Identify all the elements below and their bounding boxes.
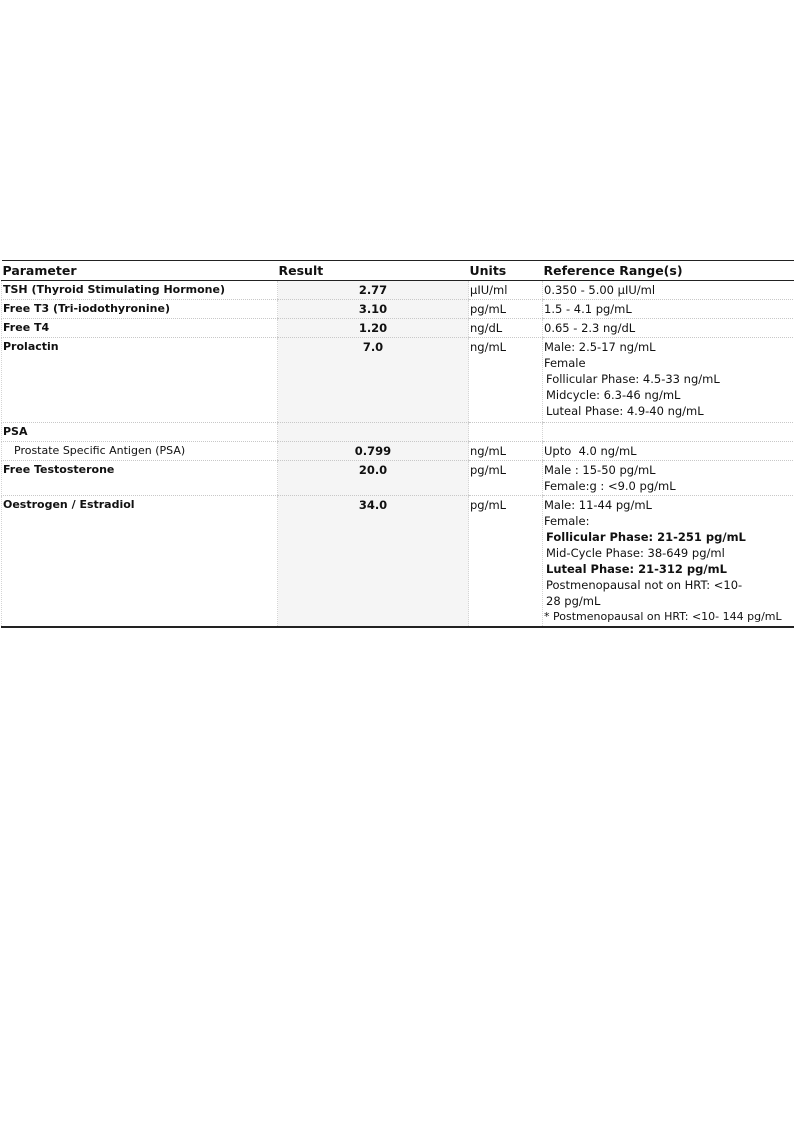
section-heading: PSA — [2, 423, 278, 442]
range-line: Luteal Phase: 21-312 pg/mL — [546, 562, 727, 576]
header-units: Units — [469, 261, 543, 281]
range-line: Male: 11-44 pg/mL — [544, 498, 652, 512]
row-oestrogen — [2, 496, 794, 628]
row-psa-section — [2, 423, 794, 442]
parameter-cell: Oestrogen / Estradiol — [2, 496, 278, 628]
units-cell: µIU/ml — [469, 281, 543, 300]
result-cell: 20.0 — [278, 461, 469, 496]
units-cell: pg/mL — [469, 300, 543, 319]
row-psa — [2, 442, 794, 461]
range-line: Luteal Phase: 4.9-40 ng/mL — [546, 404, 704, 418]
parameter-cell: Free Testosterone — [2, 461, 278, 496]
range-line: Female — [544, 356, 586, 370]
row-free-t4 — [2, 319, 794, 338]
range-line: 0.350 - 5.00 µIU/ml — [544, 283, 656, 297]
units-cell: pg/mL — [469, 461, 543, 496]
range-line: Upto 4.0 ng/mL — [544, 444, 637, 458]
header-result: Result — [278, 261, 469, 281]
range-line: Male : 15-50 pg/mL — [544, 463, 656, 477]
range-line: Postmenopausal not on HRT: <10- — [546, 578, 743, 592]
parameter-cell: Prolactin — [2, 338, 278, 423]
result-cell: 0.799 — [278, 442, 469, 461]
units-cell: pg/mL — [469, 496, 543, 628]
header-parameter: Parameter — [2, 261, 278, 281]
reference-range-cell — [543, 461, 794, 496]
result-cell: 34.0 — [278, 496, 469, 628]
reference-range-cell — [543, 442, 794, 461]
range-line: Female:g : <9.0 pg/mL — [544, 479, 676, 493]
parameter-cell: Free T4 — [2, 319, 278, 338]
result-cell: 3.10 — [278, 300, 469, 319]
lab-results-table — [1, 260, 794, 628]
units-cell: ng/dL — [469, 319, 543, 338]
reference-range-cell — [543, 319, 794, 338]
reference-range-cell — [543, 300, 794, 319]
range-line: Midcycle: 6.3-46 ng/mL — [546, 388, 681, 402]
parameter-cell: Prostate Specific Antigen (PSA) — [2, 442, 278, 461]
parameter-cell: Free T3 (Tri-iodothyronine) — [2, 300, 278, 319]
range-line: Male: 2.5-17 ng/mL — [544, 340, 656, 354]
row-tsh — [2, 281, 794, 300]
row-free-testosterone — [2, 461, 794, 496]
range-line: 28 pg/mL — [546, 594, 601, 608]
result-cell: 1.20 — [278, 319, 469, 338]
range-line: Female: — [544, 514, 590, 528]
row-free-t3 — [2, 300, 794, 319]
result-cell — [278, 423, 469, 442]
reference-range-cell — [543, 496, 794, 628]
result-cell: 7.0 — [278, 338, 469, 423]
header-row — [2, 261, 794, 281]
range-line: Follicular Phase: 4.5-33 ng/mL — [546, 372, 720, 386]
reference-range-cell — [543, 423, 794, 442]
reference-range-cell — [543, 338, 794, 423]
range-line: * Postmenopausal on HRT: <10- 144 pg/mL — [544, 610, 782, 623]
range-line: Mid-Cycle Phase: 38-649 pg/ml — [546, 546, 725, 560]
range-line: 1.5 - 4.1 pg/mL — [544, 302, 632, 316]
range-line: 0.65 - 2.3 ng/dL — [544, 321, 636, 335]
reference-range-cell — [543, 281, 794, 300]
range-line: Follicular Phase: 21-251 pg/mL — [546, 530, 746, 544]
result-cell: 2.77 — [278, 281, 469, 300]
parameter-cell: TSH (Thyroid Stimulating Hormone) — [2, 281, 278, 300]
header-reference-range: Reference Range(s) — [543, 261, 794, 281]
units-cell — [469, 423, 543, 442]
row-prolactin — [2, 338, 794, 423]
units-cell: ng/mL — [469, 442, 543, 461]
units-cell: ng/mL — [469, 338, 543, 423]
